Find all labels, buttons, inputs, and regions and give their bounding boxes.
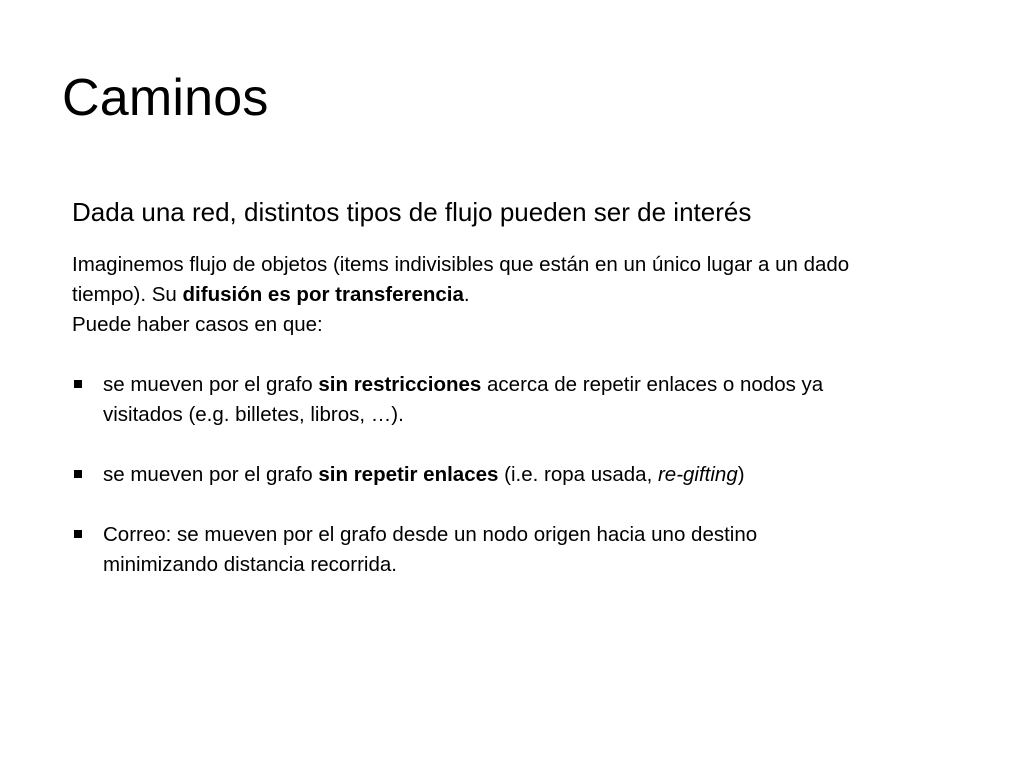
bullet-2-line-1 <box>103 460 972 490</box>
bullet-1-text-end: acerca de repetir enlaces o nodos ya <box>481 373 824 396</box>
bullet-1-line-2: visitados (e.g. billetes, libros, …). <box>103 403 404 426</box>
intro-line-1: Imaginemos flujo de objetos (items indivisibles que están en un único lugar a un dado <box>72 253 850 276</box>
bullet-3-line-1: Correo: se mueven por el grafo desde un nodo origen hacia uno destino <box>103 523 758 546</box>
intro-line-3: Puede haber casos en que: <box>72 313 323 336</box>
square-bullet-icon <box>74 530 82 538</box>
intro-line-2-text: tiempo). Su <box>72 283 183 306</box>
slide-subtitle: Dada una red, distintos tipos de flujo pueden ser de interés <box>72 197 752 227</box>
square-bullet-icon <box>74 380 82 388</box>
bullet-1-emphasis: sin restricciones <box>318 373 482 396</box>
bullet-2-emphasis: sin repetir enlaces <box>318 463 499 486</box>
square-bullet-icon <box>74 470 82 478</box>
bullet-2-text-end: ) <box>737 463 745 486</box>
bullet-list <box>72 370 972 580</box>
bullet-1-text: se mueven por el grafo <box>103 373 319 396</box>
intro-line-2-end: . <box>463 283 470 306</box>
intro-emphasis: difusión es por transferencia <box>182 283 464 306</box>
bullet-2-italic: re-gifting <box>657 463 738 486</box>
bullet-item-no-repeat-edges <box>72 460 972 490</box>
bullet-item-mail <box>72 520 972 580</box>
slide-body <box>72 194 972 610</box>
bullet-2-text-mid: (i.e. ropa usada, <box>498 463 658 486</box>
bullet-2-text: se mueven por el grafo <box>103 463 319 486</box>
bullet-3-line-2: minimizando distancia recorrida. <box>103 553 397 576</box>
slide-title: Caminos <box>62 69 269 127</box>
intro-line-2 <box>72 280 972 310</box>
bullet-1-line-1 <box>103 370 972 400</box>
intro-paragraph <box>72 250 972 340</box>
bullet-item-unrestricted <box>72 370 972 430</box>
